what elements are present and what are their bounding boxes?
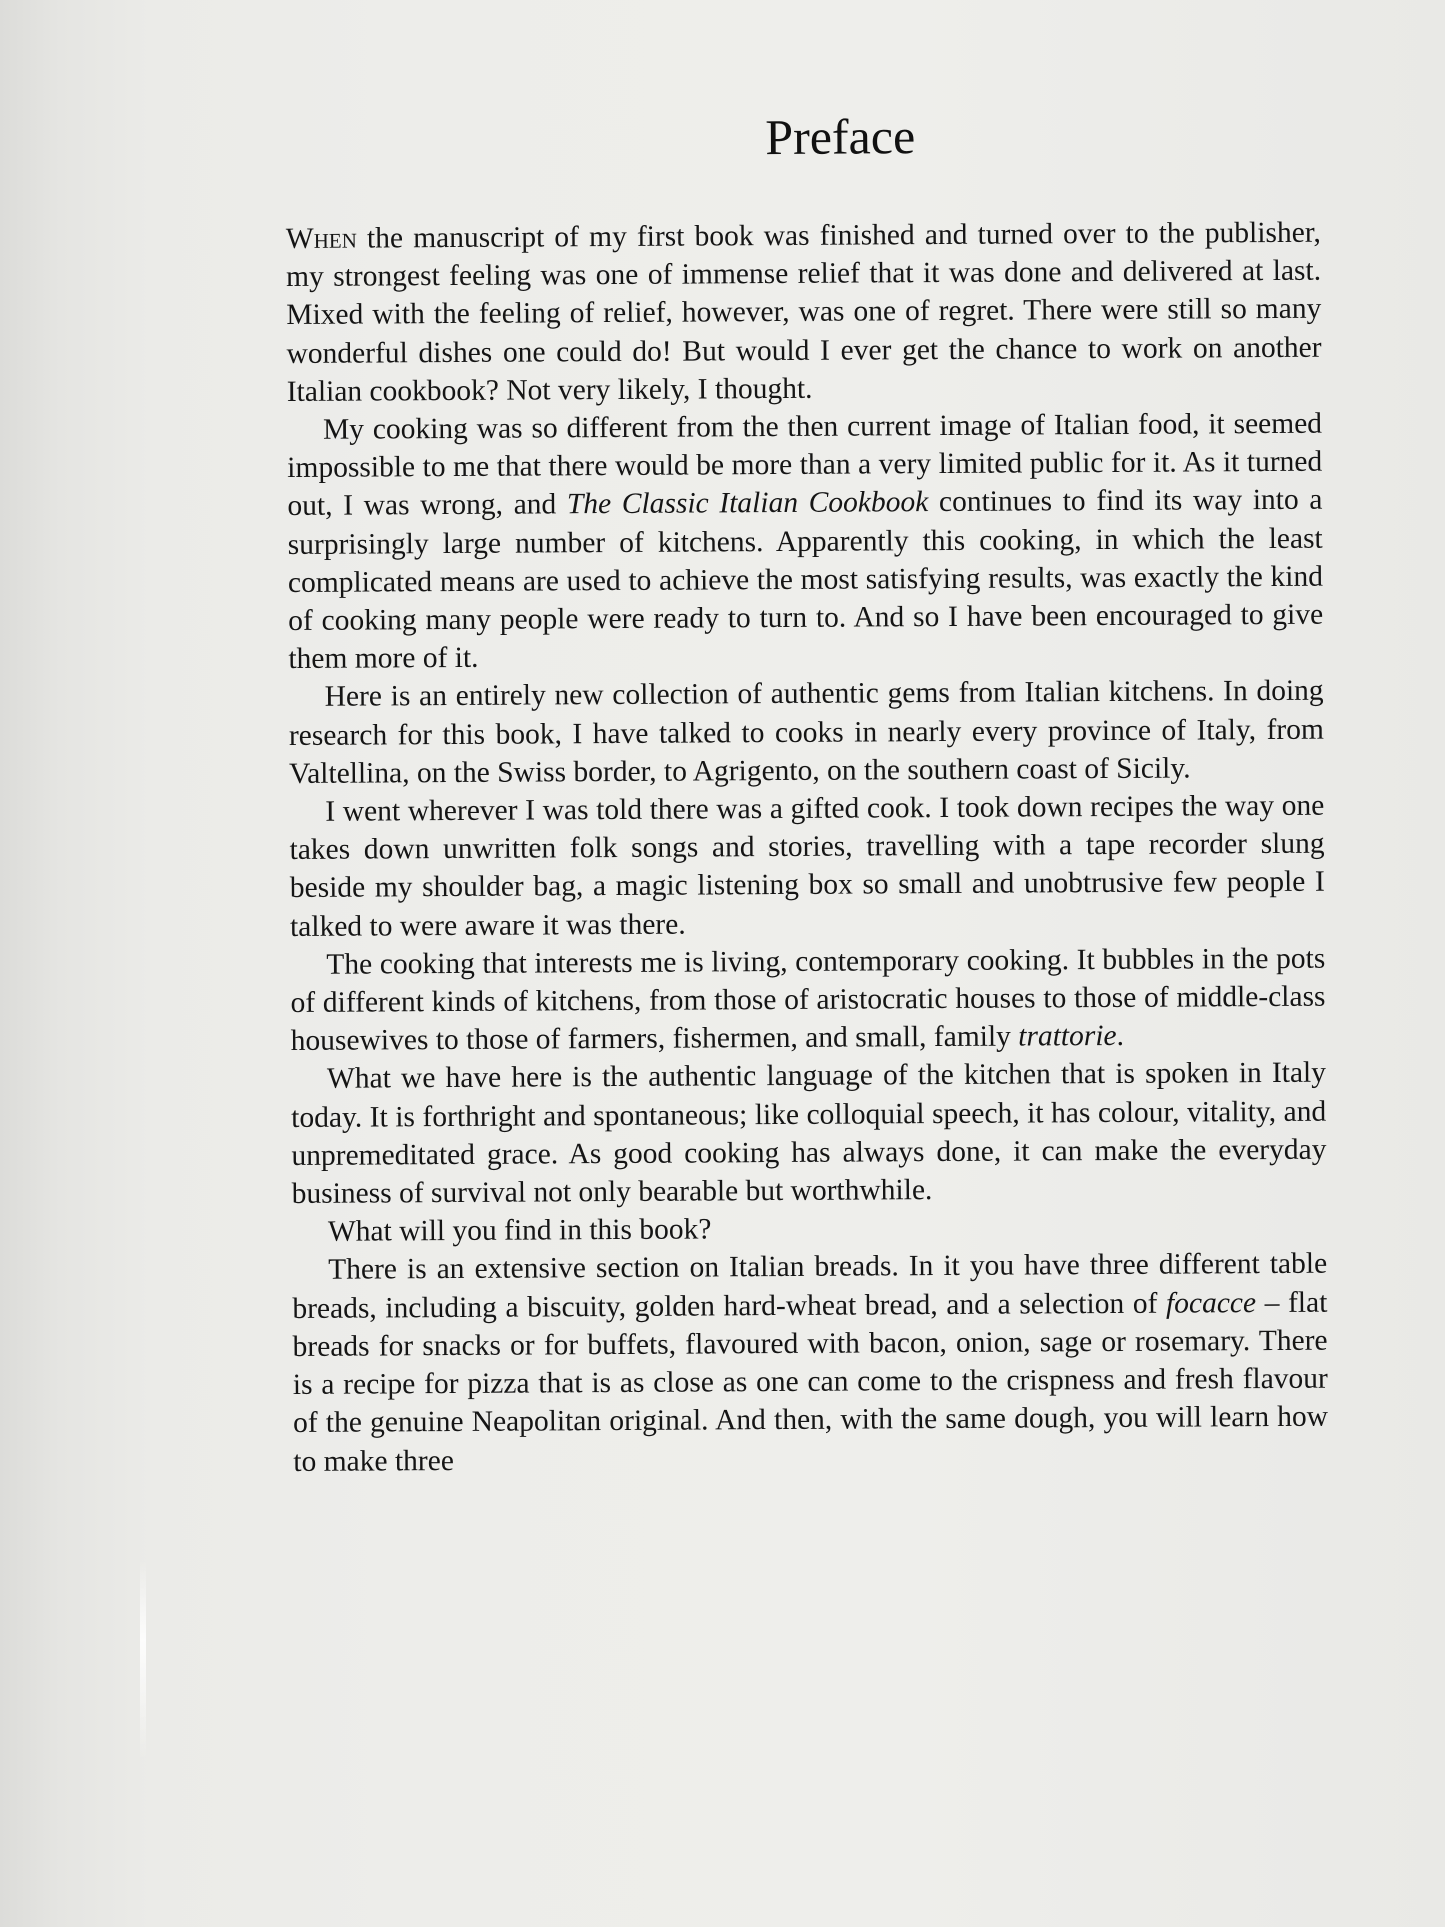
paragraph-text: . xyxy=(1116,1020,1125,1053)
paragraph-text: I went wherever I was told there was a gifted cook. I took down recipes the way one takes down unwritten folk songs and stories, travelling with a tape recorder slung beside my shoulder bag, a magic listening box so small and unobtrusive few people I talked to were aware it was there. xyxy=(289,789,1325,943)
paragraph-8 xyxy=(292,1245,1328,1481)
paragraph-6 xyxy=(291,1054,1327,1213)
paragraph-text: the manuscript of my first book was finished and turned over to the publisher, my strongest feeling was one of immense relief that it was done and delivered at last. Mixed with the feeling of relief, however, was one of regret. There were still so many wonderful dishes one could do! But would I ever get the chance to work on another Italian cookbook? Not very likely, I thought. xyxy=(285,216,1322,408)
opening-word: When xyxy=(285,222,357,255)
paragraph-text: – flat breads for snacks or for buffets, flavoured with bacon, onion, sage or rosemary. There is a recipe for pizza that is as close as one can come to the crispness and fresh flavour of the genuine Neapolitan original. And then, with the same dough, you will learn how to make three xyxy=(292,1286,1329,1478)
paragraph-text: The cooking that interests me is living, contemporary cooking. It bubbles in the pots of different kinds of kitchens, from those of aristocratic houses to those of middle-class housewives to those of farmers, fishermen, and small, family xyxy=(290,942,1326,1058)
preface-body xyxy=(286,214,1329,1481)
paragraph-1 xyxy=(286,214,1322,411)
page-edge-highlight xyxy=(140,1560,146,1760)
paragraph-text: There is an extensive section on Italian breads. In it you have three different table breads, including a biscuity, golden hard-wheat bread, and a selection of xyxy=(292,1248,1328,1325)
paragraph-text: My cooking was so different from the then current image of Italian food, it seemed impossible to me that there would be more than a very limited public for it. As it turned out, I was wrong, and xyxy=(287,407,1323,523)
bleed-through-margin xyxy=(0,385,140,445)
paragraph-7 xyxy=(292,1207,1327,1252)
paragraph-text: continues to find its way into a surprisingly large number of kitchens. Apparently this cooking, in which the least complicated means are used to achieve the most satisfying results, was exactly the kind of cooking many people were ready to turn to. And so I have been encouraged to give them more of it. xyxy=(287,484,1324,676)
bleed-line xyxy=(0,385,140,445)
paragraph-text: Here is an entirely new collection of authentic gems from Italian kitchens. In doing research for this book, I have talked to cooks in nearly every province of Italy, from Valtellina, on the Swiss border, to Agrigento, on the southern coast of Sicily. xyxy=(288,675,1324,790)
paragraph-5 xyxy=(290,940,1326,1061)
paragraph-3 xyxy=(289,672,1325,793)
book-page xyxy=(285,94,1345,1700)
paragraph-2 xyxy=(287,405,1324,679)
paragraph-text: What will you find in this book? xyxy=(327,1213,712,1249)
paragraph-4 xyxy=(289,787,1325,946)
paragraph-text: What we have here is the authentic language of the kitchen that is spoken in Italy today. It is forthright and spontaneous; like colloquial speech, it has colour, vitality, and unpremeditated grace. As good cooking has always done, it can make the everyday business of survival not only bearable but worthwhile. xyxy=(291,1057,1327,1211)
italic-term: trattorie xyxy=(1018,1020,1117,1053)
italic-term: focacce xyxy=(1165,1286,1257,1320)
book-title-italic: The Classic Italian Cookbook xyxy=(566,486,929,521)
page-title: Preface xyxy=(765,108,916,166)
